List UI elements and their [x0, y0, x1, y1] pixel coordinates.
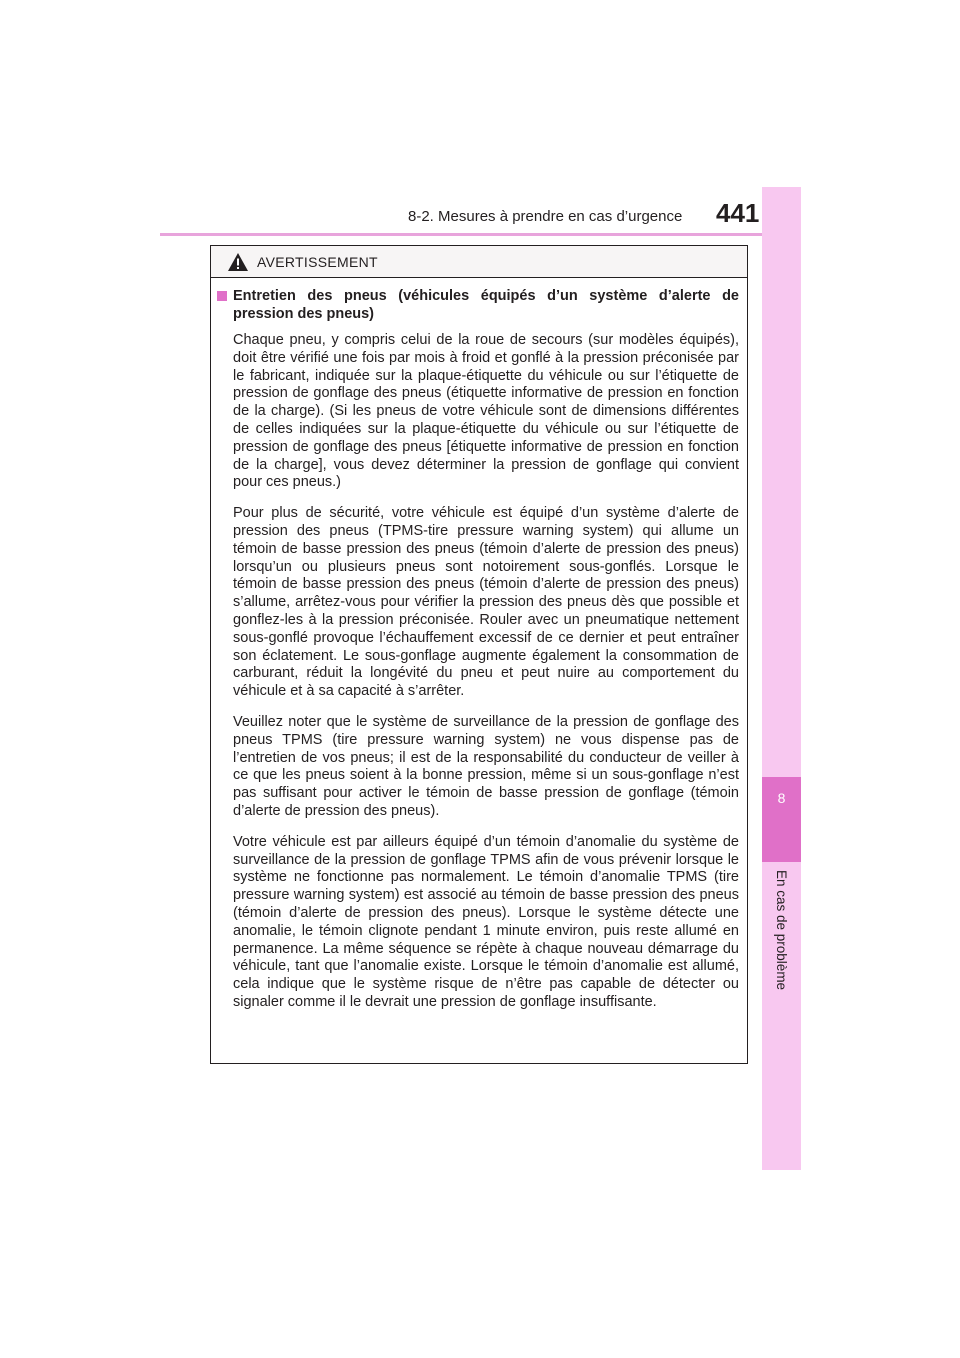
section-heading: [217, 287, 739, 323]
side-tab: [762, 187, 801, 1170]
paragraph-tpms-warning: Pour plus de sécurité, votre véhicule est équipé d’un système d’alerte de pression des pneus (TPMS-tire pressure warning system) qui allume un témoin de basse pression des pneus (témoin d’alerte de pression des pneus) lorsqu’un ou plusieurs pneus sont notoirement sous-gonflés. Lorsque le témoin de basse pression des pneus (témoin d’alerte de pression des pneus) s’allume, arrêtez-vous pour vérifier la pression des pneus dès que possible et gonflez-les à la pression préconisée. Rouler avec un pneumatique nettement sous-gonflé provoque l’échauffement excessif de ce dernier et peut entraîner son éclatement. Le sous-gonflage augmente également la consommation de carburant, réduit la longévité du pneu et peut nuire au comportement du véhicule et à sa capacité à s’arrêter.: [233, 505, 739, 700]
warning-triangle-icon: [227, 252, 249, 272]
header-rule: [160, 233, 762, 236]
warning-header: [211, 246, 747, 278]
paragraph-malfunction-indicator: Votre véhicule est par ailleurs équipé d’un témoin d’anomalie du système de surveillance de la pression de gonflage TPMS afin de vous prévenir lorsque le système ne fonctionne pas normalement. Le témoin d’anomalie TPMS (tire pressure warning system) est associé au témoin de basse pression des pneus (témoin d’alerte de pression des pneus). Lorsque le système détecte une anomalie, le témoin clignote pendant 1 minute environ, puis reste allumé en permanence. La même séquence se répète à chaque nouveau démarrage du véhicule, tant que l’anomalie existe. Lorsque le témoin d’anomalie est allumé, cela indique que le système risque de n’être pas capable de détecter ou signaler comme il le devrait une pression de gonflage insuffisante.: [233, 833, 739, 1010]
side-tab-chapter-label: En cas de problème: [774, 870, 789, 991]
warning-title: AVERTISSEMENT: [257, 253, 378, 270]
side-tab-chapter-number: 8: [777, 790, 786, 806]
page-number: 441: [716, 198, 760, 228]
paragraph-maintenance-note: Veuillez noter que le système de surveillance de la pression de gonflage des pneus TPMS (tire pressure warning system) ne vous dispense pas de l’entretien de vos pneus; il est de la responsabilité du conducteur de veiller à ce que les pneus soient à la bonne pression, même si un sous-gonflage n’est pas suffisant pour activer le témoin de basse pression de gonflage (témoin d’alerte de pression des pneus).: [233, 713, 739, 819]
warning-body: [211, 278, 747, 1012]
bullet-square-icon: [217, 291, 227, 301]
section-heading-text: Entretien des pneus (véhicules équipés d’un système d’alerte de pression des pneus): [233, 288, 739, 322]
paragraph-tire-check: Chaque pneu, y compris celui de la roue de secours (sur modèles équipés), doit être vérifié une fois par mois à froid et gonflé à la pression préconisée par le fabricant, indiquée sur la plaque-étiquette du véhicule ou sur l’étiquette de pression de gonflage des pneus (étiquette informative de pression en fonction de la charge). (Si les pneus de votre véhicule sont de dimensions différentes de celles indiquées sur la plaque-étiquette du véhicule ou sur l’étiquette de pression de gonflage des pneus [étiquette informative de pression en fonction de la charge], vous devez déterminer la pression de gonflage qui convient pour ces pneus.): [233, 332, 739, 491]
header-section-title: 8-2. Mesures à prendre en cas d’urgence: [408, 208, 683, 225]
warning-box: [210, 245, 748, 1064]
